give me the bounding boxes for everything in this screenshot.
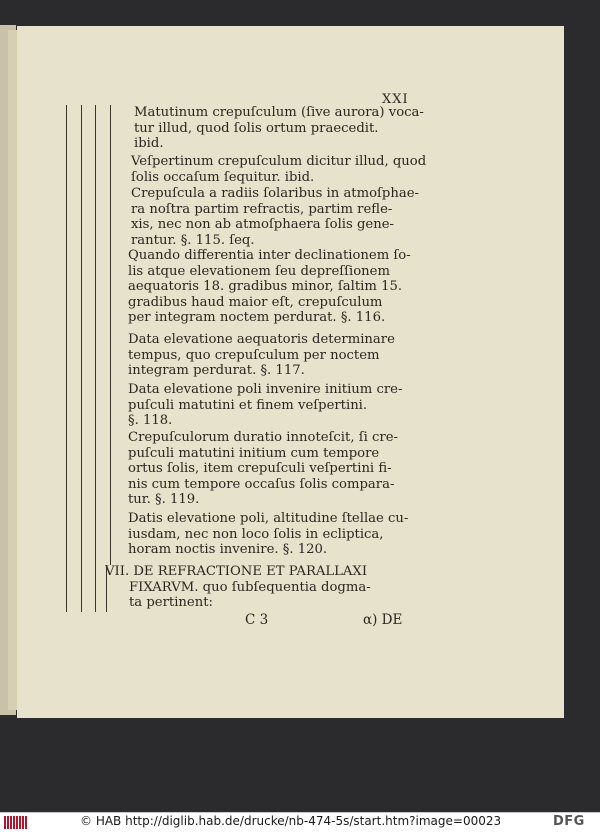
entry-line: tur illud, quod ſolis ortum praecedit. (134, 120, 379, 136)
entry-line: iusdam, nec non loco ſolis in ecliptica, (128, 526, 384, 542)
heading-line: ta pertinent: (129, 595, 213, 611)
margin-rule (81, 105, 82, 612)
entry-matutinum (134, 105, 424, 152)
entry-line: gradibus haud maior eſt, crepuſculum (128, 294, 383, 310)
section-heading (105, 564, 371, 611)
entry-line: rantur. §. 115. ſeq. (131, 232, 255, 248)
entry-line: xis, nec non ab atmoſphaera ſolis gene- (131, 217, 394, 233)
entry-vespertinum (131, 154, 426, 185)
entry-line: §. 118. (128, 413, 173, 429)
entry-line: Crepuſculorum duratio innoteſcit, ſi cre- (128, 430, 398, 445)
entry-line: ſolis occaſum ſequitur. ibid. (131, 169, 315, 185)
entry-line: Data elevatione aequatoris determinare (128, 332, 395, 347)
entry-line: ortus ſolis, item crepuſculi veſpertini fi- (128, 461, 392, 477)
entry-line: Data elevatione poli invenire initium cre- (128, 382, 403, 397)
entry-line: Matutinum crepuſculum (ſive aurora) voca- (134, 105, 424, 120)
margin-rule (95, 105, 96, 612)
hab-logo-icon (4, 816, 28, 829)
entry-line: Datis elevatione poli, altitudine ſtellae cu- (128, 511, 409, 526)
entry-datis-elevatione (128, 511, 408, 558)
entry-line: tur. §. 119. (128, 492, 200, 508)
heading-line: VII. DE REFRACTIONE ET PARALLAXI (105, 564, 368, 579)
entry-crepuscula (131, 186, 419, 248)
dfg-logo: DFG (553, 814, 585, 829)
entry-line: tempus, quo crepuſculum per noctem (128, 347, 380, 363)
citation-link[interactable]: © HAB http://diglib.hab.de/drucke/nb-474-5s/start.htm?image=00023 (80, 814, 502, 828)
entry-line: Quando differentia inter declinationem ſo- (128, 248, 411, 263)
entry-line: Crepuſcula a radiis ſolaribus in atmoſphae- (131, 186, 419, 201)
entry-line: Veſpertinum crepuſculum dicitur illud, quod (131, 154, 427, 169)
margin-rule (66, 105, 67, 612)
margin-rule (110, 105, 111, 565)
entry-line: puſculi matutini initium cum tempore (128, 445, 380, 461)
entry-line: per integram noctem perdurat. §. 116. (128, 310, 386, 326)
entry-quando (128, 248, 411, 326)
entry-line: integram perdurat. §. 117. (128, 363, 305, 379)
entry-crepusculorum-duratio (128, 430, 398, 508)
entry-line: nis cum tempore occaſus ſolis compara- (128, 476, 395, 492)
catchword: α) DE (363, 612, 403, 628)
entry-line: horam noctis invenire. §. 120. (128, 542, 328, 558)
entry-line: ibid. (134, 136, 164, 152)
entry-data-elevatione-aequatoris (128, 332, 395, 379)
signature-mark: C 3 (245, 612, 269, 628)
entry-line: aequatoris 18. gradibus minor, ſaltim 15. (128, 279, 403, 295)
heading-line: FIXARVM. quo ſubſequentia dogma- (129, 579, 371, 595)
entry-data-elevatione-poli (128, 382, 402, 429)
viewer-footer-bar (0, 812, 600, 832)
entry-line: ra noſtra partim refractis, partim reflе- (131, 201, 393, 217)
entry-line: lis atque elevationem ſeu depreſſionem (128, 263, 390, 279)
page-number: XXI (382, 92, 409, 107)
entry-line: puſculi matutini et finem veſpertini. (128, 397, 368, 413)
